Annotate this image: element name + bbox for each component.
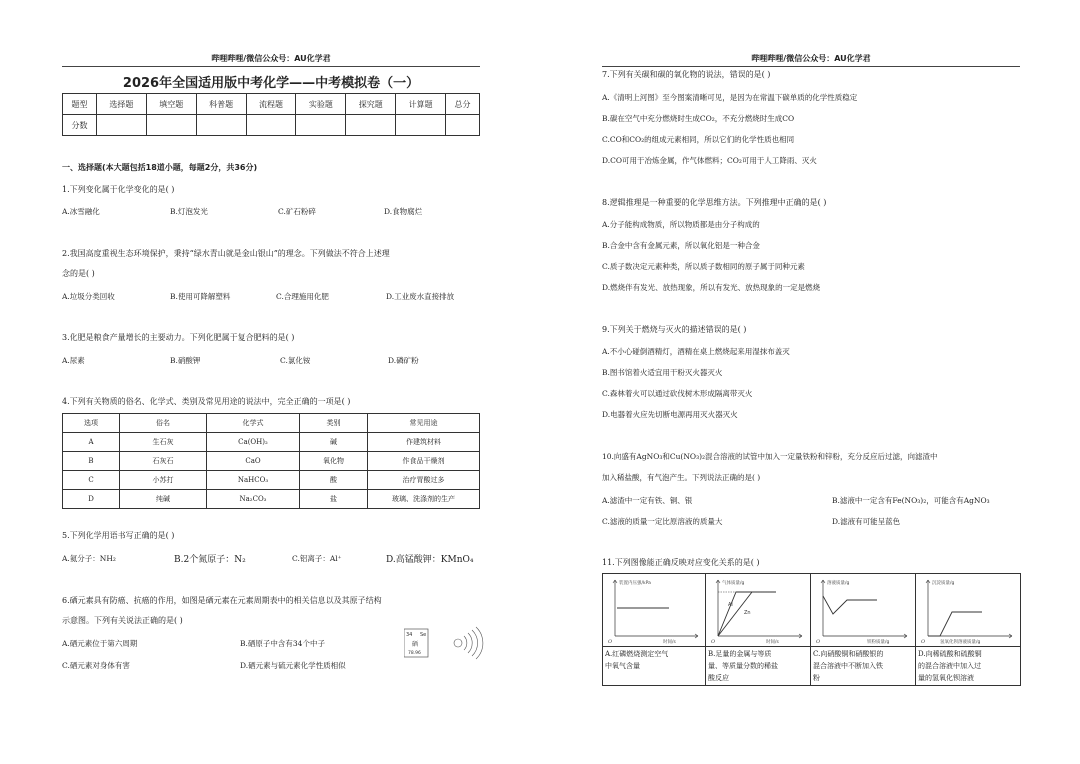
- option-a[interactable]: A.硒元素位于第六周期: [62, 639, 138, 648]
- origin-label: O: [608, 639, 613, 645]
- x-axis-label: 氢氧化钡溶液质量/g: [940, 640, 981, 645]
- chart-b[interactable]: [706, 574, 811, 647]
- table-cell: 小苏打: [120, 471, 207, 490]
- caption-line: 粉: [813, 674, 820, 682]
- table-cell: 纯碱: [120, 490, 207, 509]
- question-5-stem: 5.下列化学用语书写正确的是( ): [62, 531, 175, 540]
- score-header-cell: 探究题: [346, 94, 396, 115]
- table-cell: 盐: [300, 490, 368, 509]
- caption-line: B.足量的金属与等质: [708, 650, 772, 658]
- score-header-cell: 题型: [63, 94, 97, 115]
- score-header-cell: 实验题: [296, 94, 346, 115]
- option-c[interactable]: C.滤液的质量一定比原溶液的质量大: [602, 517, 723, 526]
- option-d[interactable]: D.高锰酸钾：KMnO₄: [386, 555, 474, 565]
- question-9-stem: 9.下列关于燃烧与灭火的描述错误的是( ): [602, 325, 747, 334]
- caption-line: 中氧气含量: [605, 662, 640, 670]
- option-c[interactable]: C.铝离子：Al⁺: [292, 554, 342, 563]
- option-d[interactable]: D.CO可用于冶炼金属，作气体燃料；CO₂可用于人工降雨、灭火: [602, 156, 817, 165]
- table-cell: NaHCO₃: [207, 471, 300, 490]
- table-row: [63, 433, 480, 452]
- option-b[interactable]: B.合金中含有金属元素，所以氧化铝是一种合金: [602, 241, 760, 250]
- option-d[interactable]: D.电器着火应先切断电源再用灭火器灭火: [602, 410, 738, 419]
- score-header-cell: 总分: [446, 94, 480, 115]
- option-d[interactable]: D.磷矿粉: [388, 356, 419, 365]
- score-table-row: [63, 94, 480, 115]
- score-header-cell: 填空题: [146, 94, 196, 115]
- question-2-stem-cont: 念的是( ): [62, 269, 95, 278]
- table-cell: CaO: [207, 452, 300, 471]
- option-b[interactable]: B.使用可降解塑料: [170, 292, 231, 301]
- table-header: 化学式: [207, 414, 300, 433]
- selenium-diagram: [404, 624, 490, 664]
- table-cell: 碱: [300, 433, 368, 452]
- y-axis-label: 溶液质量/g: [827, 581, 850, 586]
- y-axis-label: 装置内压强/kPa: [619, 581, 651, 586]
- origin-label: O: [711, 639, 716, 645]
- question-4-table: [62, 413, 480, 509]
- table-row: [63, 414, 480, 433]
- caption-line: 的混合溶液中加入过: [918, 662, 981, 670]
- score-cell[interactable]: [296, 115, 346, 136]
- option-c[interactable]: C.质子数决定元素种类，所以质子数相同的原子属于同种元素: [602, 262, 805, 271]
- table-header: 俗名: [120, 414, 207, 433]
- caption-d[interactable]: [916, 647, 1021, 686]
- section-heading: 一、选择题(本大题包括18道小题，每题2分，共36分): [62, 163, 258, 172]
- option-b[interactable]: B.滤液中一定含有Fe(NO₃)₂，可能含有AgNO₃: [832, 496, 990, 505]
- score-cell[interactable]: [396, 115, 446, 136]
- question-2-stem: 2.我国高度重视生态环境保护，秉持“绿水青山就是金山银山”的理念。下列做法不符合上述理: [62, 249, 390, 258]
- score-cell[interactable]: [346, 115, 396, 136]
- question-7-stem: 7.下列有关碳和碳的氧化物的说法，错误的是( ): [602, 70, 771, 79]
- option-a[interactable]: A.《清明上河图》至今图案清晰可见，是因为在常温下碳单质的化学性质稳定: [602, 93, 858, 102]
- question-10-stem-cont: 加入稀盐酸，有气泡产生。下列说法正确的是( ): [602, 473, 761, 482]
- series-label: Zn: [744, 610, 751, 616]
- score-table-row: [63, 115, 480, 136]
- caption-line: 量的氢氧化钡溶液: [918, 674, 974, 682]
- option-a[interactable]: A.氦分子：NH₂: [62, 554, 116, 563]
- table-header: 常见用途: [368, 414, 480, 433]
- origin-label: O: [816, 639, 821, 645]
- table-cell: Ca(OH)₂: [207, 433, 300, 452]
- option-b[interactable]: B.硝酸钾: [170, 356, 201, 365]
- table-cell: 作建筑材料: [368, 433, 480, 452]
- table-cell: D: [63, 490, 120, 509]
- table-cell: 作食品干燥剂: [368, 452, 480, 471]
- option-d[interactable]: D.食物腐烂: [384, 207, 423, 216]
- chart-row: [603, 574, 1021, 647]
- option-a[interactable]: A.尿素: [62, 356, 85, 365]
- option-a[interactable]: A.冰雪融化: [62, 207, 100, 216]
- option-b[interactable]: B.硒原子中含有34个中子: [240, 639, 325, 648]
- x-axis-label: 铁粉质量/g: [867, 640, 890, 645]
- table-header: 类别: [300, 414, 368, 433]
- caption-line: 量、等质量分数的稀盐: [708, 662, 778, 670]
- page-header-left: 哔哩哔哩/微信公众号：AU化学君: [62, 53, 480, 67]
- caption-c[interactable]: [811, 647, 916, 686]
- curve-c: [823, 596, 877, 614]
- question-3-stem: 3.化肥是粮食产量增长的主要动力。下列化肥属于复合肥料的是( ): [62, 333, 295, 342]
- table-row: [63, 452, 480, 471]
- caption-a[interactable]: [603, 647, 706, 686]
- chart-c[interactable]: [811, 574, 916, 647]
- table-cell: 酸: [300, 471, 368, 490]
- series-label: Al: [728, 602, 733, 608]
- curve-d: [928, 612, 982, 636]
- chart-d[interactable]: [916, 574, 1021, 647]
- option-d[interactable]: D.滤液有可能呈蓝色: [832, 517, 901, 526]
- table-header: 选项: [63, 414, 120, 433]
- option-c[interactable]: C.矿石粉碎: [278, 207, 316, 216]
- question-4-stem: 4.下列有关物质的俗名、化学式、类别及常见用途的说法中，完全正确的一项是( ): [62, 397, 351, 406]
- table-cell: B: [63, 452, 120, 471]
- question-1-stem: 1.下列变化属于化学变化的是( ): [62, 185, 175, 194]
- question-6-stem-cont: 示意图。下列有关说法正确的是( ): [62, 616, 183, 625]
- option-b[interactable]: B.图书馆着火适宜用干粉灭火器灭火: [602, 368, 723, 377]
- element-number: 34: [406, 632, 413, 638]
- table-cell: 治疗胃酸过多: [368, 471, 480, 490]
- caption-line: A.红磷燃烧测定空气: [605, 650, 669, 658]
- y-axis-label: 沉淀质量/g: [932, 581, 955, 586]
- score-cell[interactable]: [146, 115, 196, 136]
- option-a[interactable]: A.分子能构成物质，所以物质都是由分子构成的: [602, 220, 760, 229]
- element-name: 硒: [412, 641, 419, 648]
- table-cell: 生石灰: [120, 433, 207, 452]
- score-header-cell: 计算题: [396, 94, 446, 115]
- option-a[interactable]: A.不小心碰倒酒精灯，酒精在桌上燃烧起来用湿抹布盖灭: [602, 347, 790, 356]
- table-cell: C: [63, 471, 120, 490]
- score-header-cell: 选择题: [96, 94, 146, 115]
- option-d[interactable]: D.硒元素与硫元素化学性质相似: [240, 661, 346, 670]
- score-table: [62, 93, 480, 136]
- table-cell: 玻璃、洗涤剂的生产: [368, 490, 480, 509]
- chart-a[interactable]: [603, 574, 706, 647]
- caption-row: [603, 647, 1021, 686]
- table-row: [63, 490, 480, 509]
- x-axis-label: 时间/s: [663, 640, 676, 645]
- caption-b[interactable]: [706, 647, 811, 686]
- question-8-stem: 8.逻辑推理是一种重要的化学思维方法。下列推理中正确的是( ): [602, 198, 827, 207]
- caption-line: D.向稀硫酸和硫酸铜: [918, 650, 982, 658]
- option-a[interactable]: A.滤渣中一定有铁、铜、银: [602, 496, 693, 505]
- option-d[interactable]: D.工业废水直接排放: [386, 292, 455, 301]
- y-axis-label: 气体质量/g: [722, 581, 745, 586]
- option-a[interactable]: A.垃圾分类回收: [62, 292, 115, 301]
- option-c[interactable]: C.硒元素对身体有害: [62, 661, 130, 670]
- caption-line: C.向硝酸铜和硝酸银的: [813, 650, 884, 658]
- score-header-cell: 流程题: [246, 94, 296, 115]
- option-b[interactable]: B.2个氮原子：N₂: [174, 555, 246, 565]
- option-b[interactable]: B.碳在空气中充分燃烧时生成CO₂，不充分燃烧时生成CO: [602, 114, 795, 123]
- option-c[interactable]: C.森林着火可以通过砍伐树木形成隔离带灭火: [602, 389, 753, 398]
- table-cell: 氧化物: [300, 452, 368, 471]
- table-cell: A: [63, 433, 120, 452]
- caption-line: 酸反应: [708, 674, 729, 682]
- left-page: [62, 0, 480, 764]
- right-page: [602, 0, 1020, 764]
- score-cell[interactable]: [96, 115, 146, 136]
- element-symbol: Se: [420, 632, 427, 638]
- score-row-label: 分数: [63, 115, 97, 136]
- option-c[interactable]: C.合理施用化肥: [276, 292, 329, 301]
- score-cell[interactable]: [246, 115, 296, 136]
- score-cell[interactable]: [446, 115, 480, 136]
- element-mass: 78.96: [408, 651, 421, 656]
- question-10-stem: 10.向盛有AgNO₃和Cu(NO₃)₂混合溶液的试管中加入一定量铁粉和锌粉，充分反应后过滤，向滤渣中: [602, 452, 938, 461]
- page-header-right: 哔哩哔哩/微信公众号：AU化学君: [602, 53, 1020, 67]
- table-cell: Na₂CO₃: [207, 490, 300, 509]
- option-c[interactable]: C.氯化铵: [280, 356, 311, 365]
- question-6-stem: 6.硒元素具有防癌、抗癌的作用，如图是硒元素在元素周期表中的相关信息以及其原子结构: [62, 596, 382, 605]
- nucleus-icon: [454, 639, 462, 647]
- question-11-stem: 11.下列图像能正确反映对应变化关系的是( ): [602, 558, 760, 567]
- origin-label: O: [921, 639, 926, 645]
- option-d[interactable]: D.燃烧伴有发光、放热现象，所以有发光、放热现象的一定是燃烧: [602, 283, 821, 292]
- caption-line: 混合溶液中不断加入铁: [813, 662, 883, 670]
- table-row: [63, 471, 480, 490]
- option-b[interactable]: B.灯泡发光: [170, 207, 208, 216]
- exam-title: 2026年全国适用版中考化学——中考模拟卷（一）: [122, 76, 420, 91]
- score-cell[interactable]: [196, 115, 246, 136]
- table-cell: 石灰石: [120, 452, 207, 471]
- score-header-cell: 科普题: [196, 94, 246, 115]
- question-11-table: [602, 573, 1021, 686]
- option-c[interactable]: C.CO和CO₂的组成元素相同，所以它们的化学性质也相同: [602, 135, 795, 144]
- x-axis-label: 时间/s: [766, 640, 779, 645]
